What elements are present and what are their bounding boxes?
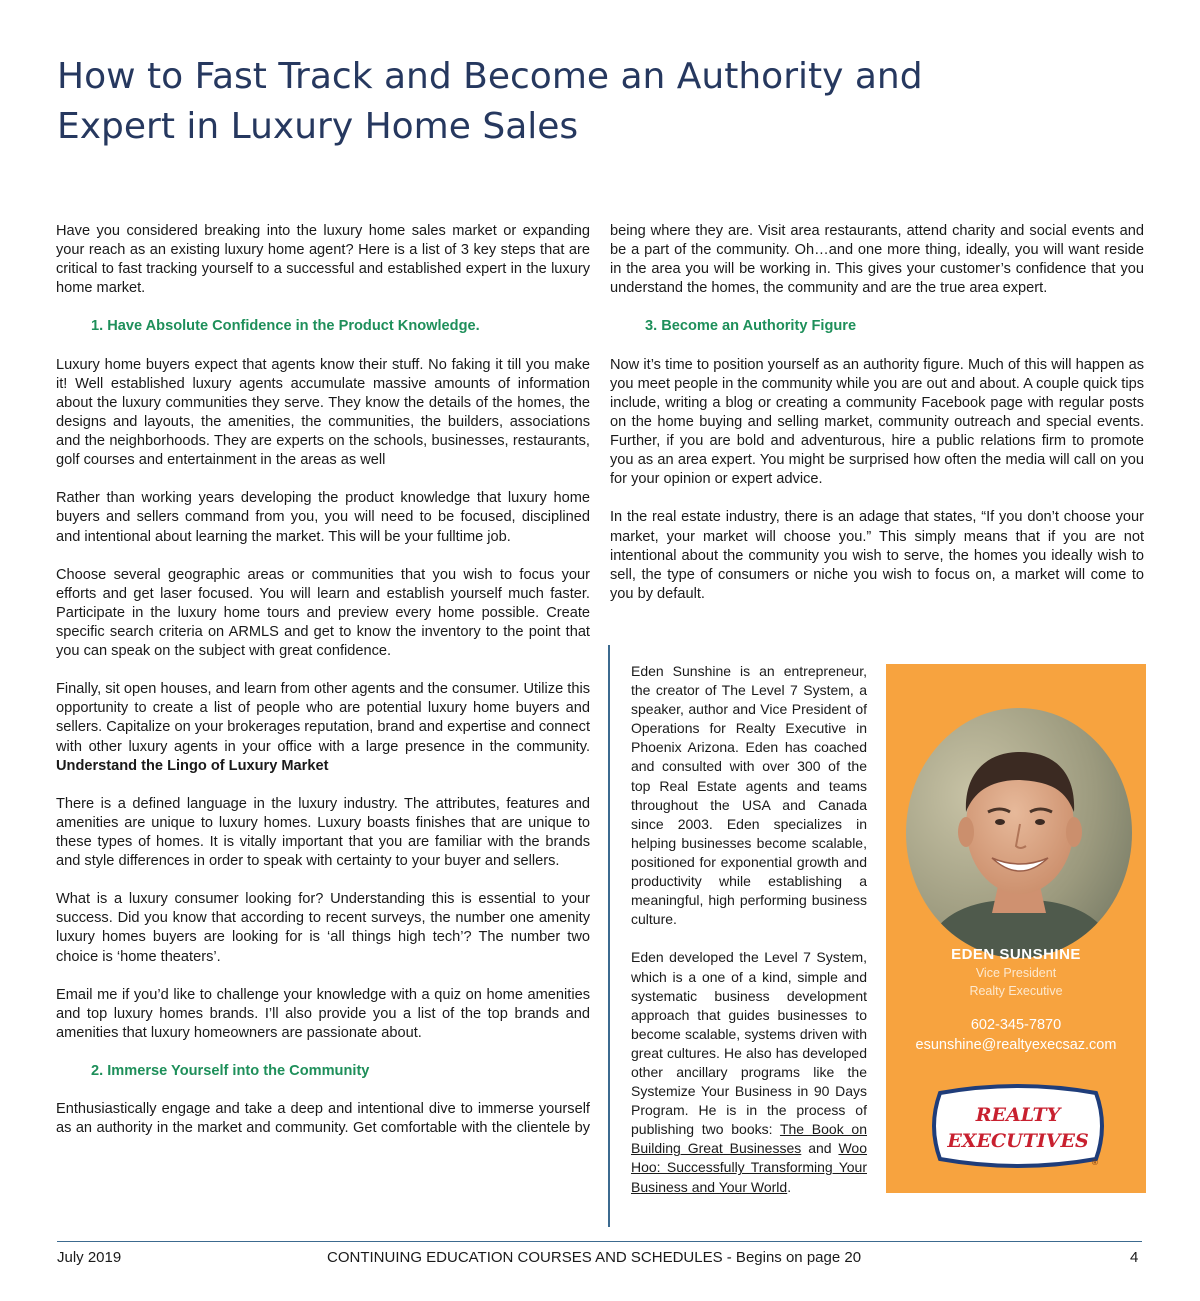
bio-paragraph-1: Eden Sunshine is an entrepreneur, the creator of The Level 7 System, a speaker, author and Vice President of Operations for Realty Executive in Phoenix Arizona. Eden has coached and consulted with over 300 of the top Real Estate agents and teams throughout the USA and Canada since 2003. Eden specializes in helping businesses become scalable, positioned for exponential growth and productivity while establishing a meaningful, high performing business culture.	[631, 663, 867, 928]
footer-rule	[57, 1241, 1142, 1242]
card-phone[interactable]: 602-345-7870	[970, 1017, 1062, 1033]
paragraph-8-continued: being where they are. Visit area restaurants, attend charity and social events and be a part of the community. Oh…and one more thing, ideally, you will want reside in the area you will be working in. This gives your customer’s confidence that you understand the homes, the community and are the true area expert.	[610, 223, 1144, 297]
bio-divider	[608, 645, 610, 1227]
card-email[interactable]: esunshine@realtyexecsaz.com	[915, 1037, 1117, 1053]
paragraph-6: What is a luxury consumer looking for? Understanding this is essential to your success. Did you know that according to recent surveys, the number one amenity luxury homes buyers are looking for is ‘all things high tech’? The number two choice is ‘home theaters’.	[56, 891, 590, 965]
bio-and: and	[808, 1140, 832, 1157]
paragraph-1: Luxury home buyers expect that agents know their stuff. No faking it till you make it! Well established luxury agents accumulate massive amounts of information about the luxury communities they serve. They know the details of the homes, the designs and layouts, the amenities, the communities, the builders, associations and the neighborhoods. They are experts on the schools, businesses, restaurants, golf courses and entertainment in the areas as well	[56, 356, 590, 469]
paragraph-10: In the real estate industry, there is an adage that states, “If you don’t choose your market, your market will choose you.” This simply means that if you are not intentional about the community you wish to serve, the homes you ideally wish to sell, the type of consumers or niche you wish to focus on, a market will come to you by default.	[610, 509, 1144, 602]
lingo-subheading: Understand the Lingo of Luxury Market	[56, 757, 329, 774]
author-bio	[631, 662, 867, 1216]
paragraph-5: There is a defined language in the luxury industry. The attributes, features and amenities are unique to luxury homes. Luxury boasts finishes that are unique to these types of homes. It is vitally important that you are familiar with the brands and style differences in order to speak with certainty to your buyer and sellers.	[56, 795, 590, 870]
card-name: EDEN SUNSHINE	[951, 946, 1081, 963]
paragraph-9: Now it’s time to position yourself as an authority figure. Much of this will happen as you meet people in the community while you are out and about. A couple quick tips include, writing a blog or creating a community Facebook page with regular posts on the home buying and selling market, community outreach and special events. Further, if you are bold and adventurous, hire a public relations firm to promote you as an area expert. You might be surprised how often the media will call on you for your opinion or expert advice.	[610, 356, 1144, 488]
book-link-1[interactable]: The Book on Building Great Businesses	[631, 1121, 867, 1157]
author-card	[886, 664, 1146, 1193]
intro-paragraph: Have you considered breaking into the luxury home sales market or expanding your reach as an existing luxury home agent? Here is a list of 3 key steps that are critical to fast tracking yourself to a successful and established expert in the luxury home market.	[56, 223, 590, 297]
heading-product-knowledge: 1. Have Absolute Confidence in the Product Knowledge.	[91, 318, 480, 335]
registered-mark: ®	[1092, 1158, 1098, 1167]
card-company: Realty Executive	[969, 984, 1063, 998]
heading-authority-figure: 3. Become an Authority Figure	[645, 318, 857, 335]
bio-paragraph-2-text: Eden developed the Level 7 System, which is a one of a kind, simple and systematic business development approach that guides businesses to become scalable, systems driven with great cultures. He also has developed other ancillary programs like the Systemize Your Business in 90 Days Program. He is in the process of publishing two books:	[631, 949, 867, 1138]
title-line-1: How to Fast Track and Become an Authority and	[57, 56, 923, 97]
paragraph-3: Choose several geographic areas or communities that you wish to focus your efforts and get laser focused. You will learn and establish yourself much faster. Participate in the luxury home tours and preview every home possible. Create specific search criteria on ARMLS and get to know the inventory to the point that you can speak on the subject with great confidence.	[56, 566, 590, 660]
card-role: Vice President	[975, 966, 1057, 980]
page-number: 4	[1130, 1249, 1139, 1266]
right-column	[610, 222, 1144, 623]
footer-center-text: CONTINUING EDUCATION COURSES AND SCHEDULES - Begins on page 20	[327, 1249, 862, 1266]
logo-line-1: REALTY	[975, 1104, 1061, 1126]
footer-date: July 2019	[57, 1249, 122, 1266]
paragraph-8: Enthusiastically engage and take a deep and intentional dive to immerse yourself as an authority in the market and community. Get comfortable with the clientele by	[56, 1101, 590, 1137]
heading-immerse-community: 2. Immerse Yourself into the Community	[91, 1063, 370, 1080]
paragraph-4	[56, 680, 590, 775]
paragraph-2: Rather than working years developing the product knowledge that luxury home buyers and sellers command from you, you will need to be focused, disciplined and intentional about learning the market. This will be your fulltime job.	[56, 490, 590, 545]
paragraph-7: Email me if you’d like to challenge your knowledge with a quiz on home amenities and top luxury homes brands. I’ll also provide you a list of the top brands and amenities that luxury homeowners are passionate about.	[56, 986, 590, 1041]
title-line-2: Expert in Luxury Home Sales	[57, 106, 579, 147]
portrait-image	[906, 708, 1132, 958]
article-title	[57, 52, 1057, 152]
bio-end: .	[787, 1178, 792, 1195]
realty-executives-logo	[920, 1081, 1116, 1171]
logo-line-2: EXECUTIVES	[947, 1130, 1089, 1152]
book-link-2[interactable]: Woo Hoo: Successfully Transforming Your Business and Your World	[631, 1140, 868, 1195]
paragraph-4-text: Finally, sit open houses, and learn from other agents and the consumer. Utilize this opportunity to create a list of people who are potential luxury home buyers and sellers. Capitalize on your brokerages reputation, brand and expertise and connect with other luxury agents in your office with a large presence in the community.	[56, 681, 590, 755]
bio-paragraph-2	[631, 948, 867, 1196]
author-photo	[906, 708, 1132, 958]
left-column	[56, 222, 590, 1158]
